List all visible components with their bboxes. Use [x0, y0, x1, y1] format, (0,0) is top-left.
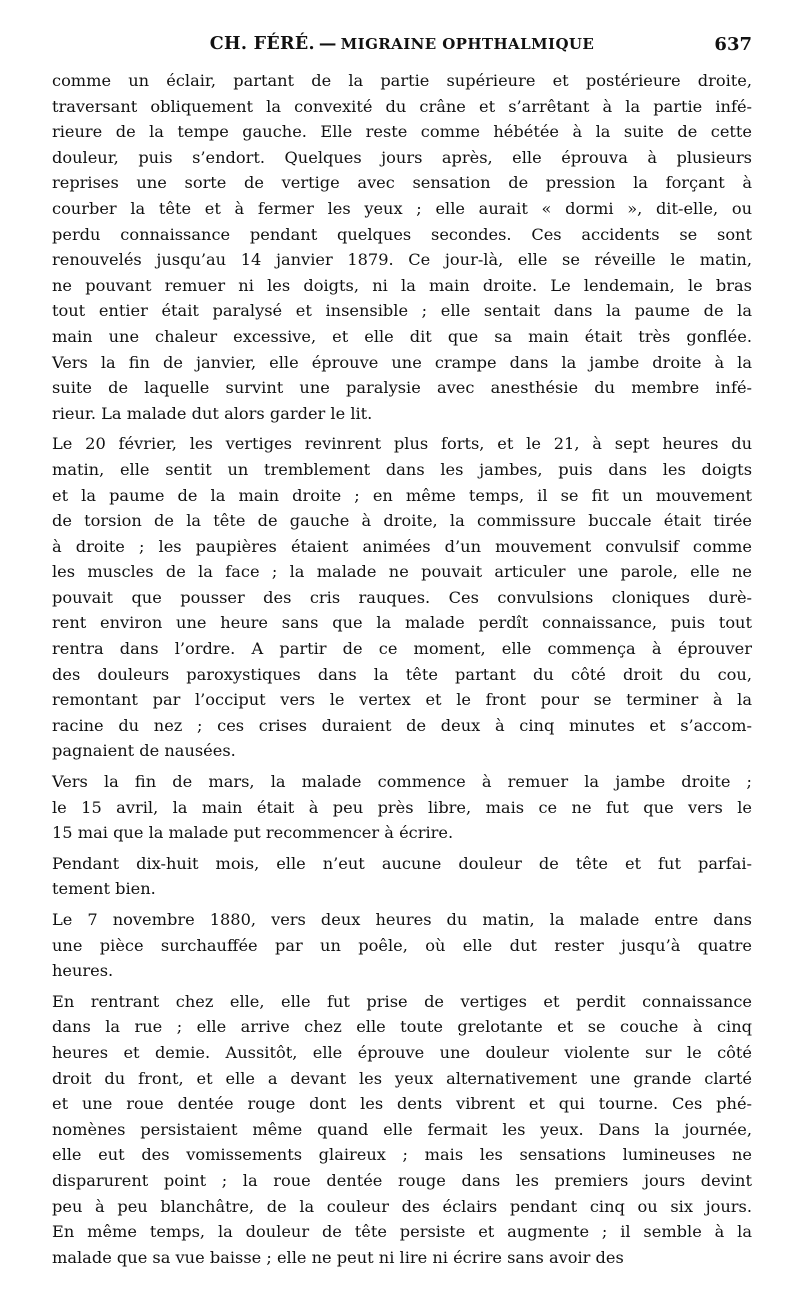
- text-line: rieur. La malade dut alors garder le lit.: [52, 403, 373, 423]
- text-line: comme un éclair, partant de la partie supérieure et postérieure droite,: [52, 71, 752, 90]
- text-line: racine du nez ; ces crises duraient de deux à cinq minutes et s’accom-: [52, 715, 752, 735]
- text-line: ne pouvant remuer ni les doigts, ni la main droite. Le lendemain, le bras: [52, 275, 752, 295]
- text-line: pouvait que pousser des cris rauques. Ces convulsions cloniques durè-: [52, 587, 752, 607]
- text-line: suite de laquelle survint une paralysie avec anesthésie du membre infé-: [52, 378, 752, 398]
- running-head-dash: —: [318, 34, 337, 54]
- text-line: les muscles de la face ; la malade ne pouvait articuler une parole, elle ne: [52, 562, 752, 582]
- running-head-title: MIGRAINE OPHTHALMIQUE: [340, 35, 595, 53]
- text-line: pagnaient de nausées.: [52, 741, 236, 761]
- text-line: rieure de la tempe gauche. Elle reste comme hébétée à la suite de cette: [52, 122, 752, 142]
- text-line: 15 mai que la malade put recommencer à écrire.: [52, 823, 454, 843]
- text-line: Vers la fin de mars, la malade commence à remuer la jambe droite ;: [52, 772, 752, 792]
- text-line: matin, elle sentit un tremblement dans les jambes, puis dans les doigts: [52, 459, 752, 479]
- page-number: 637: [714, 34, 752, 55]
- paragraph-6: [52, 989, 752, 1271]
- text-line: et une roue dentée rouge dont les dents vibrent et qui tourne. Ces phé-: [52, 1094, 752, 1114]
- text-line: des douleurs paroxystiques dans la tête partant du côté droit du cou,: [52, 664, 752, 684]
- text-line: douleur, puis s’endort. Quelques jours après, elle éprouva à plusieurs: [52, 147, 752, 167]
- text-line: dans la rue ; elle arrive chez elle toute grelotante et se couche à cinq: [52, 1017, 752, 1037]
- text-line: malade que sa vue baisse ; elle ne peut ni lire ni écrire sans avoir des: [52, 1247, 624, 1267]
- text-line: de torsion de la tête de gauche à droite, la commissure buccale était tirée: [52, 511, 752, 531]
- text-line: le 15 avril, la main était à peu près libre, mais ce ne fut que vers le: [52, 797, 752, 817]
- text-line: renouvelés jusqu’au 14 janvier 1879. Ce jour-là, elle se réveille le matin,: [52, 250, 752, 270]
- paragraph-2: [52, 431, 752, 764]
- body-text: [52, 68, 752, 1270]
- text-line: une pièce surchauffée par un poêle, où elle dut rester jusqu’à quatre: [52, 935, 752, 955]
- text-line: reprises une sorte de vertige avec sensation de pression la forçant à: [52, 173, 752, 193]
- text-line: tout entier était paralysé et insensible ; elle sentait dans la paume de la: [52, 301, 752, 321]
- page-header: [52, 34, 752, 68]
- text-line: Le 20 février, les vertiges revinrent plus forts, et le 21, à sept heures du: [52, 434, 752, 454]
- text-line: heures.: [52, 961, 114, 981]
- text-line: remontant par l’occiput vers le vertex et le front pour se terminer à la: [52, 690, 752, 710]
- text-line: Le 7 novembre 1880, vers deux heures du matin, la malade entre dans: [52, 910, 752, 929]
- paragraph-1: [52, 68, 752, 426]
- paragraph-5: [52, 907, 752, 984]
- text-line: Pendant dix-huit mois, elle n’eut aucune douleur de tête et fut parfai-: [52, 853, 752, 873]
- text-line: peu à peu blanchâtre, de la couleur des éclairs pendant cinq ou six jours.: [52, 1196, 752, 1216]
- paragraph-4: [52, 851, 752, 902]
- running-head: [52, 34, 752, 54]
- running-head-author: CH. FÉRÉ.: [209, 34, 315, 54]
- paragraph-3: [52, 769, 752, 846]
- text-line: droit du front, et elle a devant les yeux alternativement une grande clarté: [52, 1068, 752, 1088]
- book-page: [52, 34, 752, 1270]
- text-line: nomènes persistaient même quand elle fermait les yeux. Dans la journée,: [52, 1119, 752, 1139]
- text-line: disparurent point ; la roue dentée rouge dans les premiers jours devint: [52, 1170, 752, 1190]
- text-line: à droite ; les paupières étaient animées d’un mouvement convulsif comme: [52, 536, 752, 556]
- text-line: courber la tête et à fermer les yeux ; elle aurait « dormi », dit-elle, ou: [52, 198, 752, 218]
- text-line: perdu connaissance pendant quelques secondes. Ces accidents se sont: [52, 224, 752, 244]
- text-line: En même temps, la douleur de tête persiste et augmente ; il semble à la: [52, 1222, 752, 1242]
- text-line: Vers la fin de janvier, elle éprouve une crampe dans la jambe droite à la: [52, 352, 752, 372]
- text-line: main une chaleur excessive, et elle dit que sa main était très gonflée.: [52, 326, 752, 346]
- text-line: traversant obliquement la convexité du crâne et s’arrêtant à la partie infé-: [52, 96, 752, 116]
- text-line: rentra dans l’ordre. A partir de ce moment, elle commença à éprouver: [52, 639, 752, 659]
- text-line: rent environ une heure sans que la malade perdît connaissance, puis tout: [52, 613, 752, 633]
- text-line: tement bien.: [52, 879, 156, 899]
- text-line: elle eut des vomissements glaireux ; mais les sensations lumineuses ne: [52, 1145, 752, 1165]
- text-line: et la paume de la main droite ; en même temps, il se fit un mouvement: [52, 485, 752, 505]
- text-line: En rentrant chez elle, elle fut prise de vertiges et perdit connaissance: [52, 991, 752, 1011]
- text-line: heures et demie. Aussitôt, elle éprouve une douleur violente sur le côté: [52, 1042, 752, 1062]
